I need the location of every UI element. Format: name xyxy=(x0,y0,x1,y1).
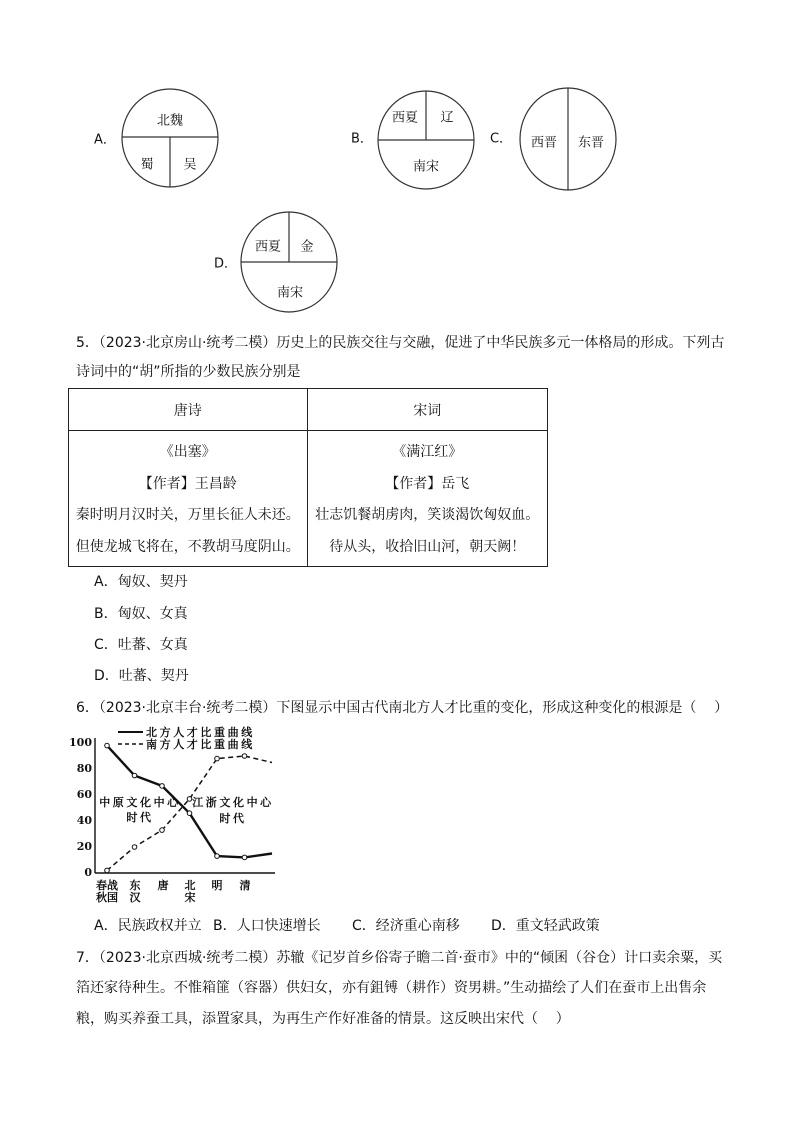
north-series-point-5 xyxy=(242,855,247,860)
option-d-region-top-right: 金 xyxy=(300,239,314,255)
poem-table-header-row xyxy=(69,389,548,431)
y-tick-label: 20 xyxy=(76,840,92,853)
north-series-point-2 xyxy=(160,784,165,789)
tang-poem-cell xyxy=(69,431,308,567)
option-b-region-top-right: 辽 xyxy=(440,110,454,126)
option-a-label: A． xyxy=(94,132,116,148)
y-tick-label: 80 xyxy=(76,762,92,775)
y-tick-labels xyxy=(69,736,92,879)
north-series-point-0 xyxy=(105,743,110,748)
option-d-label: D． xyxy=(214,256,238,272)
option-a-region-bottom-right: 吴 xyxy=(183,157,197,173)
tang-poem-verse-2: 但使龙城飞将在，不教胡马度阴山。 xyxy=(75,538,300,555)
option-b-region-top-left: 西夏 xyxy=(391,110,419,126)
annotation-central-plains-line-1: 中原文化中心 xyxy=(99,796,181,809)
option-b-region-bottom: 南宋 xyxy=(412,159,440,175)
q6-stem: 6．（2023·北京丰台·统考二模）下图显示中国古代南北方人才比重的变化，形成这种变化的根源是（ ） xyxy=(76,700,729,716)
q7-stem-line-3: 粮，购买养蚕工具，添置家具，为再生产作好准备的情景。这反映出宋代（ ） xyxy=(76,1011,570,1027)
x-tick-label: 清 xyxy=(239,879,251,892)
q4-option-diagrams xyxy=(0,0,794,320)
poem-table xyxy=(68,388,548,567)
x-tick-label: 唐 xyxy=(157,879,169,892)
north-series-point-3 xyxy=(187,811,192,816)
q6-option-d: D．重文轻武政策 xyxy=(491,918,600,934)
annotation-jiangzhe-line-2: 时代 xyxy=(219,812,247,825)
talent-ratio-chart xyxy=(68,726,290,906)
q5-stem-line-2: 诗词中的“胡”所指的少数民族分别是 xyxy=(76,364,301,380)
north-series-point-1 xyxy=(132,773,137,778)
y-tick-label: 0 xyxy=(84,866,92,879)
song-ci-verse-2: 待从头，收拾旧山河，朝天阙！ xyxy=(329,538,526,555)
q5-option-b: B．匈奴、女真 xyxy=(94,606,188,622)
option-d-region-top-left: 西夏 xyxy=(254,239,282,255)
south-series-point-3 xyxy=(187,797,192,802)
option-c-label: C． xyxy=(490,131,513,147)
q5-stem-line-1: 5．（2023·北京房山·统考二模）历史上的民族交往与交融，促进了中华民族多元一体格局的形成。下列古 xyxy=(76,335,725,351)
south-series-point-4 xyxy=(215,756,220,761)
q7-stem-line-1: 7．（2023·北京西城·统考二模）苏辙《记岁首乡俗寄子瞻二首·蚕市》中的“倾囷（谷仓）计口卖余粟，买 xyxy=(76,950,723,966)
south-series-point-5 xyxy=(242,754,247,759)
annotation-central-plains-line-2: 时代 xyxy=(126,811,154,824)
q6-option-b: B．人口快速增长 xyxy=(213,918,321,934)
y-tick-label: 40 xyxy=(76,814,92,827)
song-ci-cell xyxy=(307,431,547,567)
song-ci-author: 【作者】岳飞 xyxy=(385,475,470,492)
option-d-region-bottom: 南宋 xyxy=(276,285,304,301)
north-series-point-4 xyxy=(215,854,220,859)
option-b xyxy=(351,91,474,189)
header-song-ci: 宋词 xyxy=(307,389,547,431)
option-b-label: B． xyxy=(351,131,373,147)
y-tick-label: 100 xyxy=(69,736,92,749)
option-c-region-right: 东晋 xyxy=(577,135,605,151)
south-series-point-2 xyxy=(160,828,165,833)
legend-south-label: 南方人才比重曲线 xyxy=(146,738,255,751)
option-c-region-left: 西晋 xyxy=(530,135,558,151)
x-tick-label: 东 xyxy=(129,879,141,892)
q5-option-c: C．吐蕃、女真 xyxy=(94,637,188,653)
option-a xyxy=(94,89,218,187)
chart-legend xyxy=(118,726,255,751)
x-tick-label: 秋国 xyxy=(96,891,118,904)
annotation-jiangzhe-line-1: 江浙文化中心 xyxy=(192,796,274,809)
header-tang-poem: 唐诗 xyxy=(69,389,308,431)
q7-stem-line-2: 箔还家待种生。不惟箱篚（容器）供妇女，亦有鉏镈（耕作）资男耕。”生动描绘了人们在蚕市上出售余 xyxy=(76,980,707,996)
tang-poem-title: 《出塞》 xyxy=(159,444,216,460)
south-series-point-1 xyxy=(132,845,137,850)
q6-option-c: C．经济重心南移 xyxy=(352,918,460,934)
x-tick-label: 宋 xyxy=(184,891,196,904)
x-tick-labels xyxy=(96,878,251,904)
q6-option-a: A．民族政权并立 xyxy=(94,918,202,934)
q5-option-a: A．匈奴、契丹 xyxy=(94,574,188,590)
x-tick-label: 春战 xyxy=(96,879,118,892)
song-ci-verse-1: 壮志饥餐胡虏肉，笑谈渴饮匈奴血。 xyxy=(315,507,540,524)
x-tick-label: 北 xyxy=(184,879,196,892)
y-tick-label: 60 xyxy=(76,788,92,801)
tang-poem-verse-1: 秦时明月汉时关，万里长征人未还。 xyxy=(75,507,300,524)
q5-option-d: D．吐蕃、契丹 xyxy=(94,668,189,684)
option-d xyxy=(214,212,337,312)
tang-poem-author: 【作者】王昌龄 xyxy=(138,475,237,492)
option-a-region-top: 北魏 xyxy=(156,113,184,129)
south-series-point-0 xyxy=(105,868,110,873)
poem-table-body-row xyxy=(69,431,548,567)
option-c xyxy=(490,88,616,190)
x-tick-label: 汉 xyxy=(129,891,141,904)
song-ci-title: 《满江红》 xyxy=(392,444,463,460)
x-tick-label: 明 xyxy=(211,879,223,892)
option-a-region-bottom-left: 蜀 xyxy=(140,157,154,173)
legend-north-label: 北方人才比重曲线 xyxy=(146,726,255,739)
